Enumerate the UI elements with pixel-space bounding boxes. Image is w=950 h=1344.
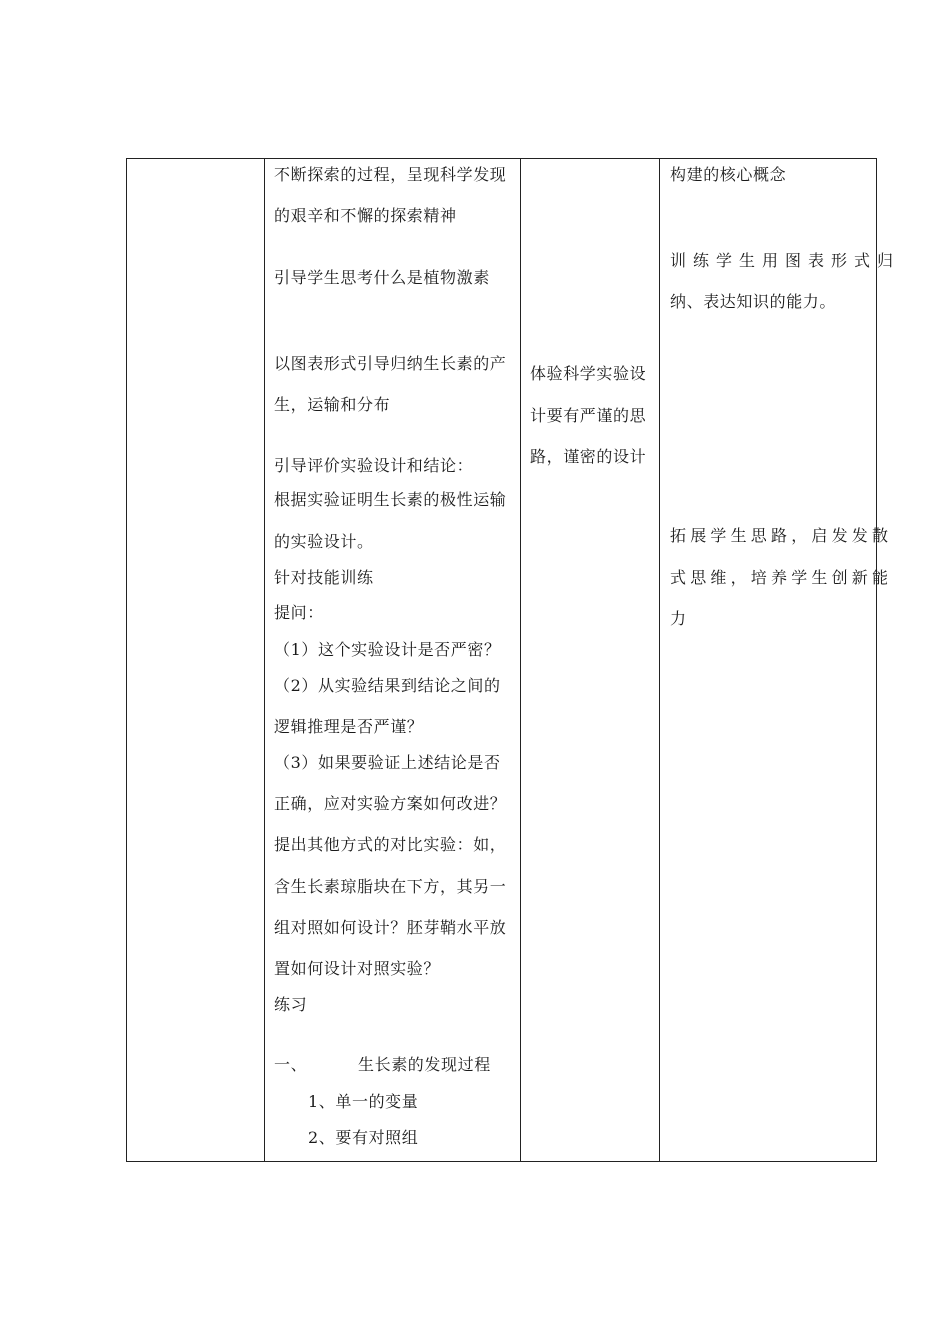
text-line: 力 [670, 609, 687, 628]
text-line: 的实验设计。 [274, 532, 374, 551]
text-line: 置如何设计对照实验？ [274, 959, 441, 978]
text-line: 拓展学生思路，启发发散 [670, 526, 893, 545]
text-line: （2）从实验结果到结论之间的 [274, 676, 501, 695]
text-line: 组对照如何设计？胚芽鞘水平放 [274, 918, 507, 937]
text-line: 体验科学实验设 [530, 364, 647, 383]
list-item: 2、要有对照组 [308, 1128, 419, 1147]
text-line: （1）这个实验设计是否严密？ [274, 640, 501, 659]
column-divider [264, 159, 265, 1161]
text-line: 路，谨密的设计 [530, 447, 647, 466]
text-line: 逻辑推理是否严谨？ [274, 717, 424, 736]
text-line: 纳、表达知识的能力。 [670, 292, 837, 311]
list-item: 1、单一的变量 [308, 1092, 419, 1111]
text-line: 构建的核心概念 [670, 165, 787, 184]
table-cell-intent [522, 159, 659, 1161]
table-cell-design-notes [661, 159, 901, 1161]
text-line: 以图表形式引导归纳生长素的产 [274, 354, 507, 373]
text-line: 引导评价实验设计和结论： [274, 456, 474, 475]
column-divider [520, 159, 521, 1161]
text-line: 训练学生用图表形式归 [670, 251, 901, 270]
text-line: 提出其他方式的对比实验：如， [274, 835, 507, 854]
text-line: 正确，应对实验方案如何改进？ [274, 794, 507, 813]
text-line: 计要有严谨的思 [530, 406, 647, 425]
heading-number: 一、 [274, 1055, 308, 1074]
text-line: 式思维，培养学生创新能 [670, 568, 893, 587]
heading-text: 生长素的发现过程 [358, 1055, 491, 1074]
text-line: 生，运输和分布 [274, 395, 391, 414]
text-line: 针对技能训练 [274, 568, 374, 587]
table-cell-teacher-activity [266, 159, 520, 1161]
text-line: 的艰辛和不懈的探索精神 [274, 206, 457, 225]
text-line: （3）如果要验证上述结论是否 [274, 753, 501, 772]
table-cell-stage [127, 159, 264, 1161]
text-line: 引导学生思考什么是植物激素 [274, 268, 490, 287]
column-divider [659, 159, 660, 1161]
text-line: 练习 [274, 995, 308, 1014]
lesson-table [126, 158, 901, 1162]
text-line: 含生长素琼脂块在下方，其另一 [274, 877, 507, 896]
text-line: 提问： [274, 603, 324, 622]
text-line: 根据实验证明生长素的极性运输 [274, 490, 507, 509]
text-line: 不断探索的过程，呈现科学发现 [274, 165, 507, 184]
